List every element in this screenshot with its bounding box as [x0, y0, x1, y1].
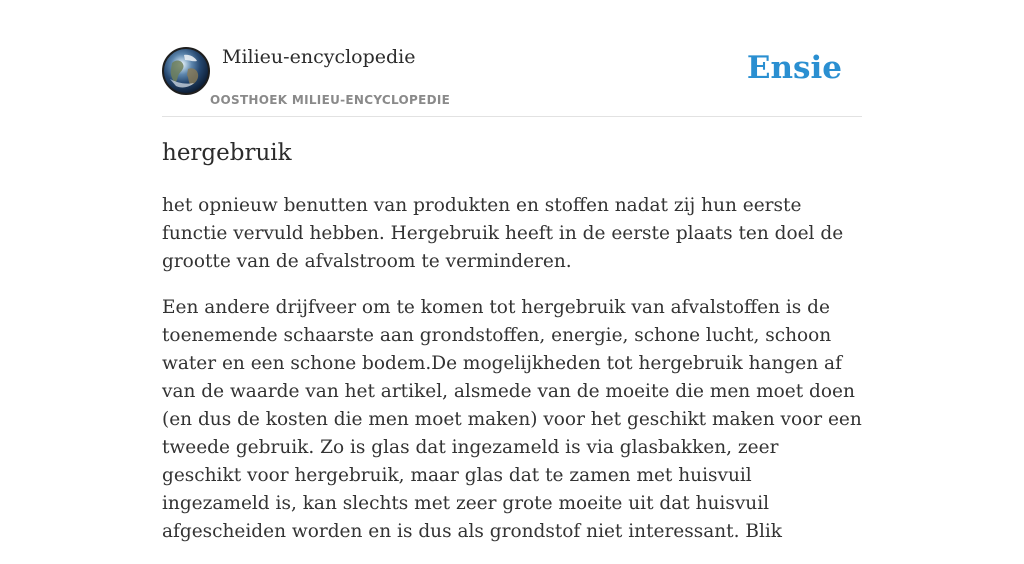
article-paragraph-2: Een andere drijfveer om te komen tot hergebruik van afvalstoffen is de toenemende schaarste aan grondstoffen, energie, schone lucht, schoon water en een schone bodem.De mogelijkheden tot hergebruik hangen af van de waarde van het artikel, alsmede van de moeite die men moet doen (en dus de kosten die men moet maken) voor het geschikt maken voor een tweede gebruik. Zo is glas dat ingezameld is via glasbakken, zeer geschikt voor hergebruik, maar glas dat te zamen met huisvuil ingezameld is, kan slechts met zeer grote moeite uit dat huisvuil afgescheiden worden en is dus als grondstof niet interessant. Blik [162, 297, 862, 542]
article-body [162, 192, 862, 564]
site-subtitle[interactable]: OOSTHOEK MILIEU-ENCYCLOPEDIE [210, 93, 451, 107]
earth-globe-icon[interactable] [162, 47, 210, 95]
site-name[interactable]: Milieu-encyclopedie [222, 46, 416, 68]
page-container [162, 0, 862, 542]
article-paragraph-1: het opnieuw benutten van produkten en stoffen nadat zij hun eerste functie vervuld hebben. Hergebruik heeft in de eerste plaats ten doel de grootte van de afvalstroom te verminderen. [162, 195, 844, 272]
page-header [162, 0, 862, 117]
earth-globe-art [164, 49, 208, 93]
brand-logo-link[interactable]: Ensie [746, 50, 842, 86]
article-title: hergebruik [162, 140, 292, 166]
